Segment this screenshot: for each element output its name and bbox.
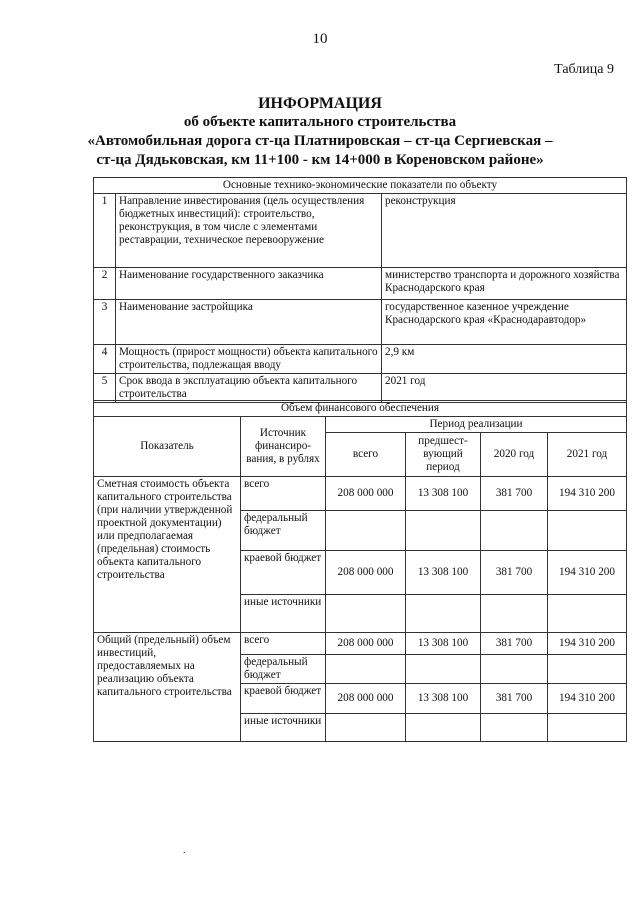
table-row — [94, 194, 627, 268]
table-row — [94, 268, 627, 300]
group-label: Общий (предельный) объем инвестиций, предоставляемых на реализацию объекта капитального строительства — [94, 633, 241, 742]
total-cell — [326, 714, 406, 742]
row-number: 1 — [94, 194, 116, 268]
row-label: Срок ввода в эксплуатацию объекта капитального строительства — [116, 374, 382, 403]
previous-cell — [406, 655, 481, 684]
header-source: Источник финансиро-вания, в рублях — [241, 417, 326, 477]
previous-cell — [406, 511, 481, 551]
row-label: Наименование государственного заказчика — [116, 268, 382, 300]
header-indicator: Показатель — [94, 417, 241, 477]
indicators-section-title: Основные технико-экономические показатели по объекту — [94, 178, 627, 194]
previous-cell: 13 308 100 — [406, 551, 481, 595]
header-period: Период реализации — [326, 417, 627, 433]
header-total: всего — [326, 433, 406, 477]
finance-header-row — [94, 417, 627, 433]
y2020-cell — [481, 655, 548, 684]
row-value: 2021 год — [382, 374, 627, 403]
y2020-cell: 381 700 — [481, 551, 548, 595]
table-label: Таблица 9 — [554, 62, 614, 77]
table-row — [94, 477, 627, 511]
previous-cell: 13 308 100 — [406, 684, 481, 714]
table-row — [94, 300, 627, 345]
y2021-cell: 194 310 200 — [548, 633, 627, 655]
row-number: 4 — [94, 345, 116, 374]
total-cell: 208 000 000 — [326, 633, 406, 655]
total-cell — [326, 511, 406, 551]
stray-mark: . — [183, 845, 186, 856]
y2020-cell — [481, 714, 548, 742]
total-cell: 208 000 000 — [326, 477, 406, 511]
previous-cell: 13 308 100 — [406, 477, 481, 511]
y2021-cell — [548, 655, 627, 684]
table-row — [94, 345, 627, 374]
row-label: Наименование застройщика — [116, 300, 382, 345]
finance-table — [93, 400, 627, 742]
previous-cell — [406, 714, 481, 742]
header-2021: 2021 год — [548, 433, 627, 477]
y2020-cell: 381 700 — [481, 684, 548, 714]
source-cell: всего — [241, 633, 326, 655]
title-line-2: об объекте капитального строительства — [183, 114, 457, 130]
row-label: Мощность (прирост мощности) объекта капитального строительства, подлежащая вводу — [116, 345, 382, 374]
y2020-cell: 381 700 — [481, 633, 548, 655]
total-cell: 208 000 000 — [326, 551, 406, 595]
row-number: 5 — [94, 374, 116, 403]
row-label: Направление инвестирования (цель осуществления бюджетных инвестиций): строительство, реконструкция, в том числе с элементами реставрации, техническое перевооружение — [116, 194, 382, 268]
title-line-3: «Автомобильная дорога ст-ца Платнировская – ст-ца Сергиевская – — [87, 133, 553, 149]
y2021-cell: 194 310 200 — [548, 551, 627, 595]
finance-section-title: Объем финансового обеспечения — [94, 401, 627, 417]
y2021-cell: 194 310 200 — [548, 477, 627, 511]
row-number: 2 — [94, 268, 116, 300]
y2021-cell — [548, 511, 627, 551]
source-cell: краевой бюджет — [241, 684, 326, 714]
table-row — [94, 374, 627, 403]
header-2020: 2020 год — [481, 433, 548, 477]
total-cell — [326, 595, 406, 633]
row-value: министерство транспорта и дорожного хозяйства Краснодарского края — [382, 268, 627, 300]
row-value: государственное казенное учреждение Краснодарского края «Краснодаравтодор» — [382, 300, 627, 345]
total-cell — [326, 655, 406, 684]
title-line-4: ст-ца Дядьковская, км 11+100 - км 14+000 в Кореновском районе» — [96, 152, 544, 168]
y2020-cell — [481, 595, 548, 633]
row-value: 2,9 км — [382, 345, 627, 374]
row-number: 3 — [94, 300, 116, 345]
previous-cell — [406, 595, 481, 633]
source-cell: иные источники — [241, 595, 326, 633]
page-number: 10 — [312, 31, 328, 47]
indicators-table — [93, 177, 627, 403]
total-cell: 208 000 000 — [326, 684, 406, 714]
previous-cell: 13 308 100 — [406, 633, 481, 655]
source-cell: федеральный бюджет — [241, 511, 326, 551]
finance-section-row — [94, 401, 627, 417]
title-line-1: ИНФОРМАЦИЯ — [258, 95, 382, 112]
indicators-section-row — [94, 178, 627, 194]
row-value: реконструкция — [382, 194, 627, 268]
source-cell: краевой бюджет — [241, 551, 326, 595]
header-previous: предшест-вующий период — [406, 433, 481, 477]
y2021-cell — [548, 595, 627, 633]
document-title — [20, 94, 620, 170]
source-cell: всего — [241, 477, 326, 511]
table-row — [94, 633, 627, 655]
group-label: Сметная стоимость объекта капитального строительства (при наличии утвержденной проектной документации) или предполагаемая (предельная) стоимость объекта капитального строительства — [94, 477, 241, 633]
source-cell: федеральный бюджет — [241, 655, 326, 684]
y2020-cell — [481, 511, 548, 551]
y2021-cell — [548, 714, 627, 742]
y2021-cell: 194 310 200 — [548, 684, 627, 714]
source-cell: иные источники — [241, 714, 326, 742]
y2020-cell: 381 700 — [481, 477, 548, 511]
